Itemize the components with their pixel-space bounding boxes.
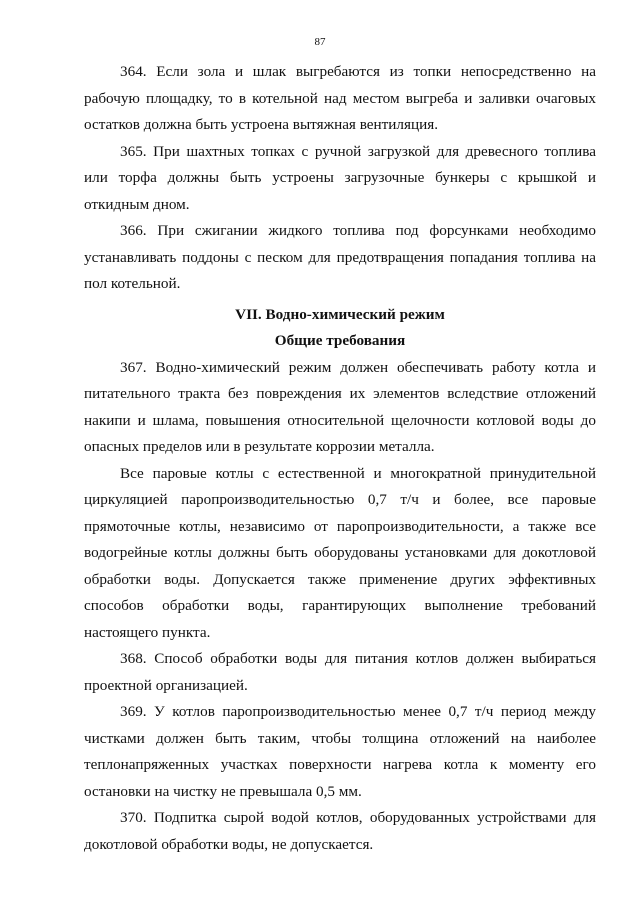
paragraph-368: 368. Способ обработки воды для питания котлов должен выбираться проектной организацией. <box>84 650 596 694</box>
page-number: 87 <box>314 36 326 48</box>
paragraph-370: 370. Подпитка сырой водой котлов, оборудованных устройствами для докотловой обработки воды, не допускается. <box>84 809 596 853</box>
paragraph-369: 369. У котлов паропроизводительностью менее 0,7 т/ч период между чистками должен быть таким, чтобы толщина отложений на наиболее теплонапряженных участках поверхности нагрева котла к моменту его остановки на чистку не превышала 0,5 мм. <box>84 703 596 800</box>
paragraph-366: 366. При сжигании жидкого топлива под форсунками необходимо устанавливать поддоны с песком для предотвращения попадания топлива на пол котельной. <box>84 222 596 292</box>
section-heading: VII. Водно-химический режим <box>235 305 445 323</box>
paragraph-367-continued: Все паровые котлы с естественной и многократной принудительной циркуляцией паропроизводительностью 0,7 т/ч и более, все паровые прямоточные котлы, независимо от паропроизводительности, а также все водогрейные котлы должны быть оборудованы установками для докотловой обработки воды. Допускается также применение других эффективных способов обработки воды, гарантирующих выполнение требований настоящего пункта. <box>84 464 596 641</box>
subsection-heading: Общие требования <box>274 332 406 349</box>
document-body <box>84 59 596 858</box>
paragraph-367: 367. Водно-химический режим должен обеспечивать работу котла и питательного тракта без повреждения их элементов вследствие отложений накипи и шлама, повышения относительной щелочности котловой воды до опасных пределов или в результате коррозии металла. <box>84 358 596 455</box>
paragraph-365: 365. При шахтных топках с ручной загрузкой для древесного топлива или торфа должны быть устроены загрузочные бункеры с крышкой и откидным дном. <box>84 142 596 213</box>
paragraph-364: 364. Если зола и шлак выгребаются из топки непосредственно на рабочую площадку, то в котельной над местом выгреба и заливки очаговых остатков должна быть устроена вытяжная вентиляция. <box>84 63 596 133</box>
